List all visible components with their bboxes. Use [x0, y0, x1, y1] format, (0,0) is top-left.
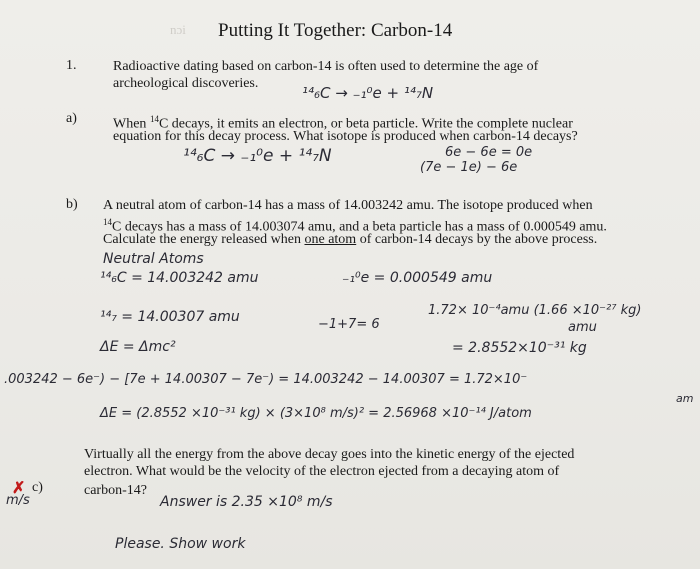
part-b-handwritten-mass-difference-unit: am: [676, 392, 694, 405]
part-c-handwritten-answer: Answer is 2.35 ×10⁸ m/s: [160, 494, 333, 510]
part-b-handwritten-mass-result: = 2.8552×10⁻³¹ kg: [452, 340, 587, 356]
part-b-line-1: A neutral atom of carbon-14 has a mass of 14.003242 amu. The isotope produced when: [103, 198, 593, 213]
part-b-handwritten-conversion-unit: amu: [568, 320, 597, 335]
part-b-handwritten-n14-mass: ¹⁴₇ = 14.00307 amu: [100, 309, 240, 325]
part-c-handwritten-comment: Please. Show work: [115, 536, 246, 552]
grading-x-mark: ✗: [12, 480, 26, 497]
part-b-handwritten-sum: −1+7= 6: [318, 317, 380, 332]
part-b-handwritten-energy-formula: ΔE = Δmc²: [100, 339, 176, 355]
part-b-handwritten-conversion: 1.72× 10⁻⁴amu (1.66 ×10⁻²⁷ kg): [428, 303, 642, 318]
faint-stamp: nɔi: [170, 22, 186, 37]
part-a-handwritten-note-1: 6e − 6e = 0e: [445, 145, 533, 160]
part-a-handwritten-equation: ¹⁴₆C → ₋₁⁰e + ¹⁴₇N: [183, 146, 332, 166]
part-a-label: a): [66, 111, 77, 126]
part-b-handwritten-c14-mass: ¹⁴₆C = 14.003242 amu: [100, 270, 259, 286]
part-b-line-2: $^{14}$C decays has a mass of 14.003074 amu, and a beta particle has a mass of 0.000549 amu.: [103, 217, 607, 235]
question-1-line-1: Radioactive dating based on carbon-14 is often used to determine the age of: [113, 59, 539, 74]
part-b-handwritten-heading: Neutral Atoms: [103, 251, 204, 267]
part-c-label: c): [32, 480, 43, 495]
part-c-line-2: electron. What would be the velocity of the electron ejected from a decaying atom of: [84, 464, 560, 479]
margin-unit-note: m/s: [6, 493, 30, 508]
part-a-line-2: equation for this decay process. What isotope is produced when carbon-14 decays?: [113, 129, 578, 144]
part-c-line-3: carbon-14?: [84, 483, 147, 498]
part-a-handwritten-note-2: (7e − 1e) − 6e: [420, 160, 518, 175]
page-title: Putting It Together: Carbon-14: [218, 20, 453, 41]
part-b-handwritten-mass-difference: .003242 − 6e⁻) − [7e + 14.00307 − 7e⁻) = 14.003242 − 14.00307 = 1.72×10⁻: [4, 372, 528, 387]
question-1-line-2: archeological discoveries.: [113, 76, 259, 91]
part-b-handwritten-energy-result: ΔE = (2.8552 ×10⁻³¹ kg) × (3×10⁸ m/s)² = 2.56968 ×10⁻¹⁴ J/atom: [100, 406, 532, 421]
part-b-line-3: Calculate the energy released when one atom of carbon-14 decays by the above process.: [103, 232, 598, 247]
part-b-handwritten-electron-mass: ₋₁⁰e = 0.000549 amu: [342, 270, 493, 286]
part-b-label: b): [66, 197, 78, 212]
part-a-line-1: When $^{14}$C decays, it emits an electron, or beta particle. Write the complete nuclear: [113, 114, 573, 132]
question-1-number: 1.: [66, 58, 77, 73]
question-1-handwritten-equation: ¹⁴₆C → ₋₁⁰e + ¹⁴₇N: [302, 84, 434, 102]
part-c-line-1: Virtually all the energy from the above decay goes into the kinetic energy of the ejected: [84, 447, 575, 462]
